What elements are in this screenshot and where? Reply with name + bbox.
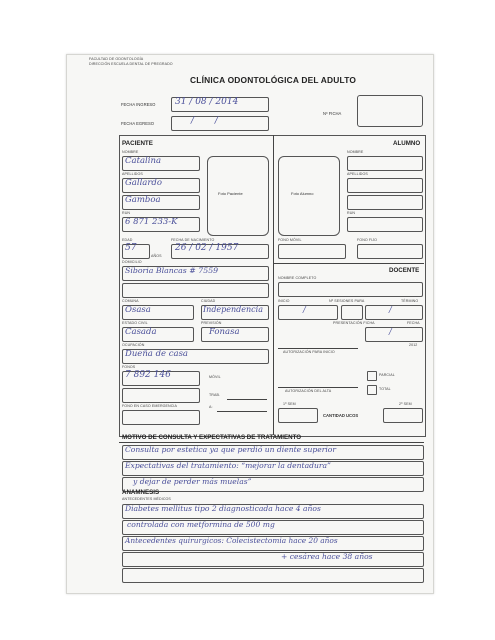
apellidos-label: APELLIDOS <box>122 172 143 176</box>
alumno-fono-movil-label: FONO MÓVIL <box>278 238 302 242</box>
total-label: TOTAL <box>379 387 391 391</box>
run-label: RUN <box>122 211 131 215</box>
clinical-form-page <box>66 54 434 594</box>
nacimiento-value: 26 / 02 / 1957 <box>175 243 239 253</box>
apellido1-value: Gallardo <box>125 178 162 188</box>
anamnesis-section-title: ANAMNESIS <box>122 489 160 496</box>
nacimiento-label: FECHA DE NACIMIENTO <box>171 238 215 242</box>
ciudad-label: CIUDAD <box>201 299 216 303</box>
presentacion-slash: / <box>389 327 392 336</box>
anamnesis-text-3: Antecedentes quirurgicos: Colecistectomia hace 20 años <box>125 536 338 545</box>
alumno-apellido1-field[interactable] <box>347 178 423 193</box>
ocupacion-value: Dueña de casa <box>125 349 188 359</box>
domicilio-value: Siboria Blancas # 7559 <box>125 266 219 275</box>
fecha-egreso-label: FECHA EGRESO <box>121 121 155 126</box>
docente-divider <box>273 263 424 264</box>
alumno-nombre-label: NOMBRE <box>347 150 364 154</box>
sesiones-label: Nº SESIONES PARA <box>329 299 365 303</box>
presentacion-label: PRESENTACIÓN FICHA <box>333 321 375 325</box>
estado-civil-label: ESTADO CIVIL <box>122 321 148 325</box>
trab-line <box>227 399 267 400</box>
nombre-value: Catalina <box>125 156 162 166</box>
sem1-field[interactable] <box>278 408 318 423</box>
sem1-label: 1º SEM <box>283 402 296 406</box>
presentacion-fecha-field[interactable] <box>365 327 423 342</box>
termino-field[interactable] <box>365 305 423 320</box>
school-text: DIRECCIÓN ESCUELA DENTAL DE PREGRADO <box>89 62 173 66</box>
alumno-run-label: RUN <box>347 211 356 215</box>
movil-label: MÓVIL <box>209 375 221 379</box>
faculty-text: FACULTAD DE ODONTOLOGÍA <box>89 57 144 61</box>
motivo-section-title: MOTIVO DE CONSULTA Y EXPECTATIVAS DE TRATAMIENTO <box>122 434 302 441</box>
sesiones-field-1[interactable] <box>341 305 363 320</box>
edad-value: 57 <box>125 243 137 253</box>
motivo-text-2: Expectativas del tratamiento: “mejorar la dentadura” <box>125 461 331 470</box>
autorizacion-alta-label: AUTORIZACIÓN DEL ALTA <box>285 389 332 393</box>
fono-field-2[interactable] <box>122 388 200 403</box>
total-checkbox[interactable] <box>367 385 377 395</box>
autorizacion-inicio-label: AUTORIZACIÓN PARA INICIO <box>283 350 335 354</box>
sem2-label: 2º SEM <box>399 402 412 406</box>
motivo-text-3: y dejar de perder más muelas” <box>133 477 252 486</box>
a-label: A: <box>209 405 213 409</box>
fecha-egreso-field[interactable] <box>171 116 269 131</box>
student-photo-label: Foto Alumno <box>291 191 314 196</box>
anamnesis-text-4: + cesárea hace 38 años <box>281 552 373 561</box>
nombre-label: NOMBRE <box>122 150 139 154</box>
form-title: CLÍNICA ODONTOLÓGICA DEL ADULTO <box>190 75 357 85</box>
anamnesis-text-1: Diabetes mellitus tipo 2 diagnosticada hace 4 años <box>125 504 321 513</box>
autorizacion-inicio-line <box>278 348 358 349</box>
fecha-egreso-value: / / <box>191 116 218 126</box>
parcial-checkbox[interactable] <box>367 371 377 381</box>
prevision-value: Fonasa <box>209 327 240 337</box>
student-photo-box <box>278 156 340 236</box>
apellido2-value: Gamboa <box>125 195 161 205</box>
anamnesis-line-4[interactable] <box>122 552 424 567</box>
sem2-field[interactable] <box>383 408 423 423</box>
parcial-label: PARCIAL <box>379 373 395 377</box>
docente-section-title: DOCENTE <box>389 267 420 274</box>
alumno-nombre-field[interactable] <box>347 156 423 171</box>
patient-photo-label: Foto Paciente <box>218 191 243 196</box>
ciudad-value: Independencia <box>203 305 263 314</box>
domicilio-field-2[interactable] <box>122 283 269 298</box>
paciente-section-title: PACIENTE <box>122 140 153 147</box>
domicilio-label: DOMICILIO <box>122 260 142 264</box>
comuna-value: Osasa <box>125 305 151 315</box>
fecha-label: FECHA <box>407 321 420 325</box>
fono-emergencia-label: FONO EN CASO EMERGENCIA <box>122 404 178 408</box>
fecha-ingreso-value: 31 / 08 / 2014 <box>175 97 239 107</box>
prevision-label: PREVISIÓN <box>201 321 222 325</box>
motivo-text-1: Consulta por estetica ya que perdió un diente superior <box>125 445 336 454</box>
ficha-label: Nº FICHA <box>323 111 342 116</box>
inicio-field[interactable] <box>278 305 338 320</box>
anamnesis-line-5[interactable] <box>122 568 424 583</box>
comuna-label: COMUNA <box>122 299 139 303</box>
alumno-run-field[interactable] <box>347 217 423 232</box>
alumno-apellidos-label: APELLIDOS <box>347 172 368 176</box>
cantidad-ucos-label: CANTIDAD UCOS <box>323 413 359 418</box>
anamnesis-text-2: controlada con metformina de 500 mg <box>127 520 275 529</box>
docente-nombre-label: NOMBRE COMPLETO <box>278 276 317 280</box>
antecedentes-medicos-label: ANTECEDENTES MÉDICOS <box>122 497 171 501</box>
fono-value: 7 892 146 <box>125 370 171 380</box>
patient-photo-box <box>207 156 269 236</box>
run-value: 6 871 233-K <box>125 217 178 227</box>
anos-label: AÑOS <box>151 254 162 258</box>
autorizacion-alta-line <box>278 387 358 388</box>
ficha-field[interactable] <box>357 95 423 127</box>
inicio-slash: / <box>303 305 306 314</box>
year-text: 2012 <box>409 343 418 347</box>
inicio-label: INICIO <box>278 299 290 303</box>
column-divider <box>273 135 274 435</box>
alumno-section-title: ALUMNO <box>393 140 421 147</box>
alumno-fono-fijo-field[interactable] <box>357 244 423 259</box>
termino-label: TÉRMINO <box>401 299 419 303</box>
fono-emergencia-field[interactable] <box>122 410 200 425</box>
docente-nombre-field[interactable] <box>278 282 423 297</box>
termino-slash: / <box>389 305 392 314</box>
motivo-divider <box>119 442 424 443</box>
edad-label: EDAD <box>122 238 133 242</box>
alumno-fono-fijo-label: FONO FIJO <box>357 238 378 242</box>
alumno-fono-movil-field[interactable] <box>278 244 346 259</box>
fecha-ingreso-label: FECHA INGRESO <box>121 102 156 107</box>
trab-label: TRAB. <box>209 393 221 397</box>
a-line <box>217 411 267 412</box>
ocupacion-label: OCUPACIÓN <box>122 343 145 347</box>
estado-civil-value: Casada <box>125 327 157 337</box>
alumno-apellido2-field[interactable] <box>347 195 423 210</box>
fonos-label: FONOS <box>122 365 136 369</box>
